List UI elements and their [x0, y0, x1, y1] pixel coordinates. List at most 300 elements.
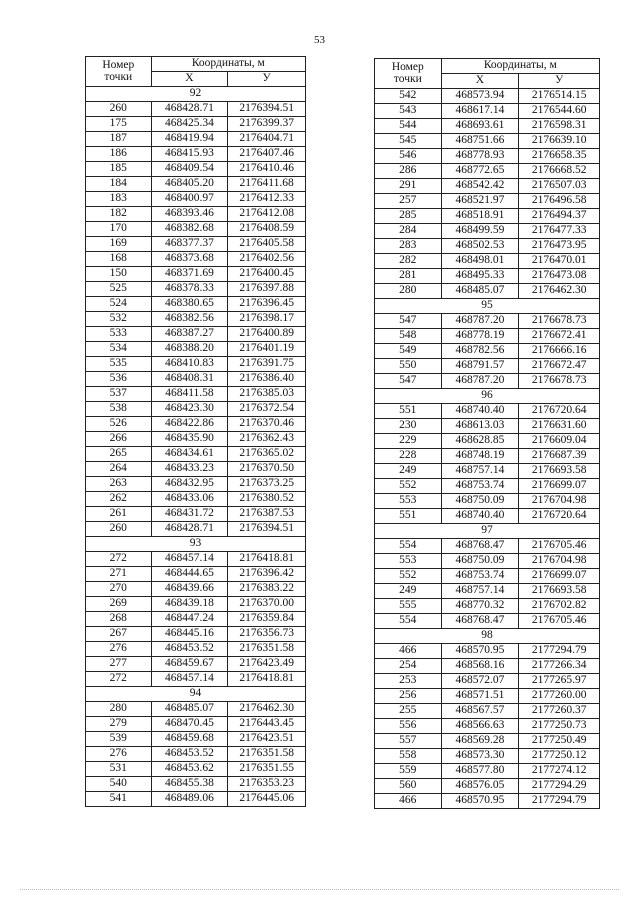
point-number-cell: 268: [86, 612, 152, 627]
x-coordinate-cell: 468431.72: [151, 507, 228, 522]
x-coordinate-cell: 468768.47: [441, 539, 519, 554]
point-number-cell: 281: [375, 269, 442, 284]
y-coordinate-cell: 2176394.51: [228, 522, 306, 537]
point-number-cell: 255: [375, 704, 442, 719]
table-row: [86, 117, 306, 132]
y-coordinate-cell: 2176383.22: [228, 582, 306, 597]
y-coordinate-cell: 2176672.41: [519, 329, 600, 344]
point-number-cell: 539: [86, 732, 152, 747]
y-coordinate-cell: 2177250.49: [519, 734, 600, 749]
x-coordinate-cell: 468778.93: [441, 149, 519, 164]
table-row: [86, 327, 306, 342]
point-number-cell: 277: [86, 657, 152, 672]
point-number-cell: 537: [86, 387, 152, 402]
point-number-cell: 280: [375, 284, 442, 299]
y-coordinate-cell: 2177260.00: [519, 689, 600, 704]
x-coordinate-cell: 468388.20: [151, 342, 228, 357]
point-number-cell: 540: [86, 777, 152, 792]
y-coordinate-cell: 2177266.34: [519, 659, 600, 674]
y-coordinate-cell: 2176477.33: [519, 224, 600, 239]
coordinates-header: Координаты, м: [151, 57, 305, 72]
x-coordinate-cell: 468498.01: [441, 254, 519, 269]
y-coordinate-cell: 2176704.98: [519, 554, 600, 569]
point-number-cell: 546: [375, 149, 442, 164]
x-coordinate-cell: 468791.57: [441, 359, 519, 374]
group-row: [375, 524, 600, 539]
y-coordinate-cell: 2176359.84: [228, 612, 306, 627]
point-header-line2: точки: [104, 70, 133, 83]
x-coordinate-cell: 468772.65: [441, 164, 519, 179]
x-coordinate-cell: 468453.62: [151, 762, 228, 777]
x-coordinate-cell: 468425.34: [151, 117, 228, 132]
table-row: [375, 284, 600, 299]
y-coordinate-cell: 2177250.73: [519, 719, 600, 734]
x-coordinate-cell: 468542.42: [441, 179, 519, 194]
group-row: [375, 389, 600, 404]
y-coordinate-cell: 2176678.73: [519, 374, 600, 389]
y-coordinate-cell: 2176720.64: [519, 509, 600, 524]
table-row: [86, 162, 306, 177]
y-coordinate-cell: 2176514.15: [519, 89, 600, 104]
x-coordinate-cell: 468567.57: [441, 704, 519, 719]
table-row: [375, 89, 600, 104]
x-coordinate-cell: 468433.23: [151, 462, 228, 477]
table-row: [375, 419, 600, 434]
x-coordinate-cell: 468570.95: [441, 644, 519, 659]
point-number-cell: 230: [375, 419, 442, 434]
point-number-cell: 545: [375, 134, 442, 149]
point-number-cell: 557: [375, 734, 442, 749]
point-number-cell: 548: [375, 329, 442, 344]
point-number-cell: 541: [86, 792, 152, 807]
table-row: [86, 372, 306, 387]
point-number-cell: 547: [375, 374, 442, 389]
table-row: [86, 792, 306, 807]
x-coordinate-cell: 468757.14: [441, 584, 519, 599]
table-row: [375, 254, 600, 269]
table-row: [375, 749, 600, 764]
point-number-cell: 270: [86, 582, 152, 597]
y-coordinate-cell: 2176365.02: [228, 447, 306, 462]
table-row: [86, 777, 306, 792]
point-number-cell: 272: [86, 552, 152, 567]
point-number-cell: 228: [375, 449, 442, 464]
point-number-cell: 187: [86, 132, 152, 147]
y-coordinate-cell: 2176400.89: [228, 327, 306, 342]
x-coordinate-cell: 468566.63: [441, 719, 519, 734]
table-row: [86, 612, 306, 627]
x-coordinate-cell: 468373.68: [151, 252, 228, 267]
table-row: [375, 194, 600, 209]
point-number-cell: 229: [375, 434, 442, 449]
x-coordinate-cell: 468571.51: [441, 689, 519, 704]
x-coordinate-cell: 468470.45: [151, 717, 228, 732]
table-row: [375, 209, 600, 224]
y-coordinate-cell: 2176443.45: [228, 717, 306, 732]
group-label: 97: [375, 524, 600, 539]
table-row: [375, 779, 600, 794]
table-row: [86, 402, 306, 417]
table-row: [86, 312, 306, 327]
coordinates-table-left: [85, 56, 306, 807]
point-number-cell: 547: [375, 314, 442, 329]
y-coordinate-cell: 2176407.46: [228, 147, 306, 162]
table-row: [86, 207, 306, 222]
y-coordinate-cell: 2176672.47: [519, 359, 600, 374]
table-row: [375, 119, 600, 134]
table-row: [375, 104, 600, 119]
table-row: [86, 702, 306, 717]
x-coordinate-cell: 468453.52: [151, 642, 228, 657]
y-coordinate-cell: 2176385.03: [228, 387, 306, 402]
x-coordinate-cell: 468753.74: [441, 569, 519, 584]
table-body: [375, 89, 600, 809]
x-coordinate-cell: 468573.30: [441, 749, 519, 764]
x-coordinate-cell: 468770.32: [441, 599, 519, 614]
point-number-cell: 538: [86, 402, 152, 417]
table-row: [375, 764, 600, 779]
point-number-cell: 263: [86, 477, 152, 492]
x-coordinate-cell: 468577.80: [441, 764, 519, 779]
y-coordinate-cell: 2176370.00: [228, 597, 306, 612]
table-row: [86, 477, 306, 492]
x-coordinate-cell: 468439.66: [151, 582, 228, 597]
point-number-cell: 279: [86, 717, 152, 732]
y-coordinate-cell: 2176356.73: [228, 627, 306, 642]
x-coordinate-cell: 468753.74: [441, 479, 519, 494]
y-coordinate-cell: 2176387.53: [228, 507, 306, 522]
table-row: [375, 704, 600, 719]
point-number-cell: 525: [86, 282, 152, 297]
table-row: [86, 132, 306, 147]
table-row: [375, 224, 600, 239]
x-coordinate-cell: 468419.94: [151, 132, 228, 147]
table-row: [375, 464, 600, 479]
point-number-cell: 257: [375, 194, 442, 209]
x-coordinate-cell: 468457.14: [151, 672, 228, 687]
x-coordinate-cell: 468371.69: [151, 267, 228, 282]
table-row: [86, 762, 306, 777]
table-row: [375, 434, 600, 449]
x-coordinate-cell: 468502.53: [441, 239, 519, 254]
y-coordinate-cell: 2176473.95: [519, 239, 600, 254]
point-number-cell: 555: [375, 599, 442, 614]
table-row: [86, 432, 306, 447]
table-row: [86, 297, 306, 312]
point-number-cell: 535: [86, 357, 152, 372]
x-coordinate-cell: 468768.47: [441, 614, 519, 629]
y-coordinate-cell: 2176411.68: [228, 177, 306, 192]
y-coordinate-cell: 2177274.12: [519, 764, 600, 779]
x-coordinate-cell: 468409.54: [151, 162, 228, 177]
x-coordinate-cell: 468457.14: [151, 552, 228, 567]
table-row: [375, 269, 600, 284]
y-coordinate-cell: 2177250.12: [519, 749, 600, 764]
y-coordinate-cell: 2176370.46: [228, 417, 306, 432]
point-number-cell: 466: [375, 644, 442, 659]
point-number-cell: 559: [375, 764, 442, 779]
point-number-cell: 183: [86, 192, 152, 207]
page-number: 53: [314, 34, 325, 46]
group-row: [375, 299, 600, 314]
group-label: 92: [86, 87, 306, 102]
table-row: [375, 659, 600, 674]
x-coordinate-cell: 468617.14: [441, 104, 519, 119]
x-coordinate-cell: 468435.90: [151, 432, 228, 447]
y-coordinate-cell: 2176705.46: [519, 539, 600, 554]
y-coordinate-cell: 2176678.73: [519, 314, 600, 329]
table-row: [375, 644, 600, 659]
table-row: [86, 282, 306, 297]
point-number-cell: 169: [86, 237, 152, 252]
point-header-line2: точки: [393, 72, 422, 85]
table-row: [86, 582, 306, 597]
x-coordinate-cell: 468432.95: [151, 477, 228, 492]
point-number-header: [86, 57, 152, 87]
point-number-cell: 285: [375, 209, 442, 224]
point-number-cell: 182: [86, 207, 152, 222]
point-number-cell: 264: [86, 462, 152, 477]
x-coordinate-cell: 468778.19: [441, 329, 519, 344]
y-coordinate-cell: 2176402.56: [228, 252, 306, 267]
table-row: [86, 747, 306, 762]
point-number-cell: 283: [375, 239, 442, 254]
y-coordinate-cell: 2176693.58: [519, 464, 600, 479]
point-number-cell: 256: [375, 689, 442, 704]
point-number-cell: 524: [86, 297, 152, 312]
y-coordinate-cell: 2176408.59: [228, 222, 306, 237]
x-coordinate-cell: 468405.20: [151, 177, 228, 192]
table-row: [375, 479, 600, 494]
x-coordinate-cell: 468750.09: [441, 494, 519, 509]
x-coordinate-cell: 468757.14: [441, 464, 519, 479]
y-coordinate-cell: 2176658.35: [519, 149, 600, 164]
point-number-cell: 262: [86, 492, 152, 507]
x-coordinate-cell: 468489.06: [151, 792, 228, 807]
table-row: [375, 329, 600, 344]
table-row: [375, 404, 600, 419]
table-row: [375, 674, 600, 689]
x-coordinate-cell: 468393.46: [151, 207, 228, 222]
table-row: [86, 147, 306, 162]
group-label: 96: [375, 389, 600, 404]
table-row: [86, 567, 306, 582]
y-coordinate-cell: 2176394.51: [228, 102, 306, 117]
point-number-cell: 534: [86, 342, 152, 357]
y-coordinate-cell: 2176351.55: [228, 762, 306, 777]
table-row: [375, 179, 600, 194]
x-coordinate-cell: 468570.95: [441, 794, 519, 809]
x-coordinate-cell: 468410.83: [151, 357, 228, 372]
y-coordinate-cell: 2176507.03: [519, 179, 600, 194]
point-number-cell: 186: [86, 147, 152, 162]
table-row: [86, 462, 306, 477]
table-row: [375, 734, 600, 749]
x-coordinate-cell: 468459.67: [151, 657, 228, 672]
x-coordinate-cell: 468573.94: [441, 89, 519, 104]
x-coordinate-cell: 468378.33: [151, 282, 228, 297]
table-row: [375, 614, 600, 629]
point-number-cell: 551: [375, 509, 442, 524]
y-coordinate-cell: 2176704.98: [519, 494, 600, 509]
x-coordinate-cell: 468445.16: [151, 627, 228, 642]
table-row: [86, 672, 306, 687]
point-number-cell: 554: [375, 539, 442, 554]
x-coordinate-cell: 468415.93: [151, 147, 228, 162]
point-number-cell: 261: [86, 507, 152, 522]
table-row: [86, 102, 306, 117]
table-row: [86, 657, 306, 672]
table-row: [375, 599, 600, 614]
x-coordinate-cell: 468422.86: [151, 417, 228, 432]
x-coordinate-cell: 468495.33: [441, 269, 519, 284]
table-row: [375, 359, 600, 374]
table-row: [375, 374, 600, 389]
point-number-cell: 554: [375, 614, 442, 629]
y-coordinate-cell: 2177294.29: [519, 779, 600, 794]
point-number-cell: 284: [375, 224, 442, 239]
y-coordinate-cell: 2176386.40: [228, 372, 306, 387]
y-coordinate-cell: 2176598.31: [519, 119, 600, 134]
table-row: [86, 447, 306, 462]
point-number-cell: 291: [375, 179, 442, 194]
y-coordinate-cell: 2176494.37: [519, 209, 600, 224]
x-header: X: [441, 74, 519, 89]
table-row: [375, 494, 600, 509]
point-number-cell: 276: [86, 642, 152, 657]
table-row: [375, 314, 600, 329]
y-coordinate-cell: 2176351.58: [228, 642, 306, 657]
y-coordinate-cell: 2176410.46: [228, 162, 306, 177]
point-number-cell: 542: [375, 89, 442, 104]
x-coordinate-cell: 468485.07: [441, 284, 519, 299]
y-coordinate-cell: 2176418.81: [228, 552, 306, 567]
table-row: [375, 344, 600, 359]
y-coordinate-cell: 2176373.25: [228, 477, 306, 492]
point-number-cell: 267: [86, 627, 152, 642]
table-row: [86, 387, 306, 402]
point-number-cell: 280: [86, 702, 152, 717]
point-number-cell: 271: [86, 567, 152, 582]
x-header: X: [151, 72, 228, 87]
x-coordinate-cell: 468411.58: [151, 387, 228, 402]
y-coordinate-cell: 2176372.54: [228, 402, 306, 417]
x-coordinate-cell: 468751.66: [441, 134, 519, 149]
y-coordinate-cell: 2176668.52: [519, 164, 600, 179]
y-coordinate-cell: 2176496.58: [519, 194, 600, 209]
table-row: [86, 507, 306, 522]
x-coordinate-cell: 468380.65: [151, 297, 228, 312]
y-coordinate-cell: 2176423.49: [228, 657, 306, 672]
y-coordinate-cell: 2176404.71: [228, 132, 306, 147]
point-header-line1: Номер: [102, 59, 135, 71]
x-coordinate-cell: 468750.09: [441, 554, 519, 569]
x-coordinate-cell: 468444.65: [151, 567, 228, 582]
y-coordinate-cell: 2177260.37: [519, 704, 600, 719]
y-coordinate-cell: 2176693.58: [519, 584, 600, 599]
coordinates-header: Координаты, м: [441, 59, 599, 74]
table-header: [86, 57, 306, 87]
point-header-line1: Номер: [391, 61, 424, 73]
y-coordinate-cell: 2176351.58: [228, 747, 306, 762]
coordinates-table-right: [374, 58, 600, 809]
y-coordinate-cell: 2176380.52: [228, 492, 306, 507]
table-row: [375, 794, 600, 809]
y-header: У: [228, 72, 306, 87]
y-coordinate-cell: 2176391.75: [228, 357, 306, 372]
x-coordinate-cell: 468613.03: [441, 419, 519, 434]
point-number-cell: 552: [375, 479, 442, 494]
point-number-cell: 269: [86, 597, 152, 612]
y-coordinate-cell: 2176666.16: [519, 344, 600, 359]
table-header: [375, 59, 600, 89]
point-number-cell: 276: [86, 747, 152, 762]
x-coordinate-cell: 468693.61: [441, 119, 519, 134]
x-coordinate-cell: 468447.24: [151, 612, 228, 627]
table-row: [86, 732, 306, 747]
point-number-cell: 550: [375, 359, 442, 374]
y-coordinate-cell: 2176397.88: [228, 282, 306, 297]
table-row: [375, 509, 600, 524]
table-row: [86, 597, 306, 612]
point-number-cell: 532: [86, 312, 152, 327]
table-row: [375, 584, 600, 599]
table-row: [86, 522, 306, 537]
x-coordinate-cell: 468423.30: [151, 402, 228, 417]
y-coordinate-cell: 2176609.04: [519, 434, 600, 449]
point-number-cell: 558: [375, 749, 442, 764]
y-coordinate-cell: 2176370.50: [228, 462, 306, 477]
point-number-cell: 168: [86, 252, 152, 267]
x-coordinate-cell: 468485.07: [151, 702, 228, 717]
point-number-cell: 265: [86, 447, 152, 462]
table-row: [86, 627, 306, 642]
y-coordinate-cell: 2176412.08: [228, 207, 306, 222]
y-coordinate-cell: 2176423.51: [228, 732, 306, 747]
y-coordinate-cell: 2176396.45: [228, 297, 306, 312]
point-number-cell: 175: [86, 117, 152, 132]
group-row: [375, 629, 600, 644]
table-row: [86, 222, 306, 237]
point-number-header: [375, 59, 442, 89]
point-number-cell: 536: [86, 372, 152, 387]
table-row: [86, 357, 306, 372]
table-row: [86, 252, 306, 267]
point-number-cell: 249: [375, 584, 442, 599]
table-row: [375, 164, 600, 179]
y-coordinate-cell: 2176445.06: [228, 792, 306, 807]
point-number-cell: 170: [86, 222, 152, 237]
x-coordinate-cell: 468387.27: [151, 327, 228, 342]
point-number-cell: 553: [375, 494, 442, 509]
x-coordinate-cell: 468455.38: [151, 777, 228, 792]
y-coordinate-cell: 2176470.01: [519, 254, 600, 269]
y-coordinate-cell: 2176544.60: [519, 104, 600, 119]
table-row: [375, 539, 600, 554]
y-coordinate-cell: 2176412.33: [228, 192, 306, 207]
point-number-cell: 551: [375, 404, 442, 419]
point-number-cell: 185: [86, 162, 152, 177]
x-coordinate-cell: 468740.40: [441, 404, 519, 419]
table-row: [86, 237, 306, 252]
table-row: [86, 177, 306, 192]
point-number-cell: 543: [375, 104, 442, 119]
y-coordinate-cell: 2176353.23: [228, 777, 306, 792]
table-row: [86, 642, 306, 657]
point-number-cell: 254: [375, 659, 442, 674]
x-coordinate-cell: 468428.71: [151, 102, 228, 117]
x-coordinate-cell: 468428.71: [151, 522, 228, 537]
